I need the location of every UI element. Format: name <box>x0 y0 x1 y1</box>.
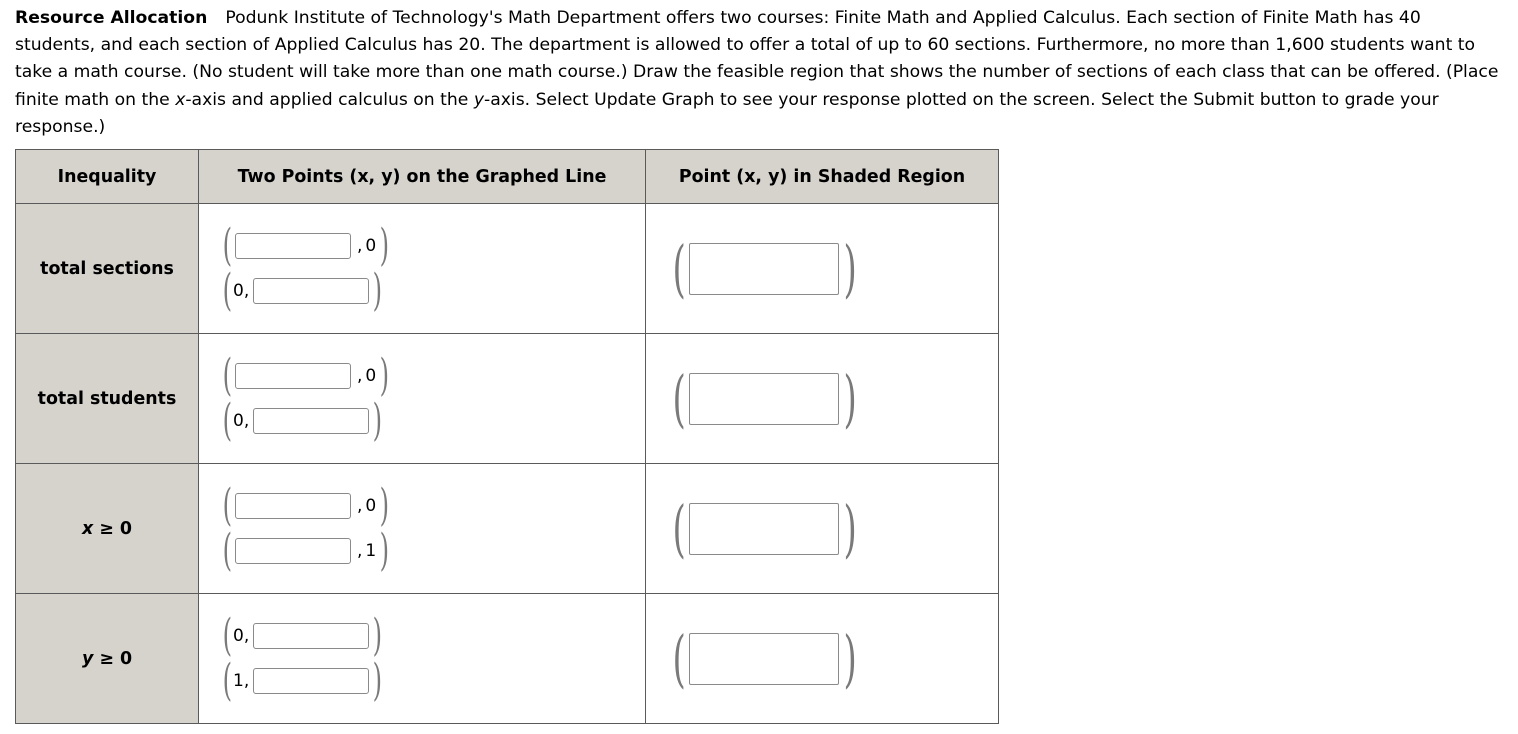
open-paren: ( <box>672 621 686 695</box>
total-sections-shaded-point-input[interactable] <box>689 243 839 295</box>
open-paren: ( <box>672 491 686 565</box>
x-variable: x <box>175 89 186 110</box>
line-point-2: ( , 1 ) <box>222 525 390 576</box>
total-students-x-intercept-input[interactable] <box>235 363 351 389</box>
fixed-coordinate: 1 <box>365 541 377 561</box>
fixed-coordinate: 1, <box>233 671 250 691</box>
open-paren: ( <box>222 395 233 446</box>
fixed-coordinate: 0 <box>365 236 377 256</box>
two-points-cell <box>199 594 646 724</box>
problem-statement <box>15 5 1505 141</box>
line-point-2 <box>219 395 645 446</box>
inequality-table <box>15 149 999 724</box>
line-point-2 <box>219 655 645 706</box>
close-paren: ) <box>379 525 390 576</box>
close-paren: ) <box>379 350 390 401</box>
header-inequality: Inequality <box>16 150 199 204</box>
label-variable: y <box>81 648 94 669</box>
line-point-1 <box>219 610 645 661</box>
open-paren: ( <box>672 231 686 305</box>
close-paren: ) <box>372 610 383 661</box>
open-paren: ( <box>222 480 233 531</box>
table-row-total-students <box>16 334 999 464</box>
problem-text-part-3: -axis. Select Update Graph to see your response plotted on the screen. Select the Submit button to grade your response.) <box>15 89 1439 137</box>
close-paren: ) <box>379 480 390 531</box>
x-nonnegative-point1-x-input[interactable] <box>235 493 351 519</box>
close-paren: ) <box>372 655 383 706</box>
line-point-2 <box>219 265 645 316</box>
table-row-x-nonnegative <box>16 464 999 594</box>
problem-title: Resource Allocation <box>15 8 208 28</box>
open-paren: ( <box>222 655 233 706</box>
label-inequality: ≥ 0 <box>93 518 132 539</box>
open-paren: ( <box>222 525 233 576</box>
row-label-y-nonnegative <box>16 594 199 724</box>
close-paren: ) <box>843 361 857 435</box>
total-students-y-intercept-input[interactable] <box>253 408 369 434</box>
problem-text-part-2: -axis and applied calculus on the <box>185 89 474 110</box>
open-paren: ( <box>672 361 686 435</box>
close-paren: ) <box>843 621 857 695</box>
close-paren: ) <box>843 491 857 565</box>
y-variable: y <box>473 89 485 110</box>
close-paren: ) <box>379 220 390 271</box>
shaded-point-cell <box>646 334 999 464</box>
shaded-point-cell <box>646 204 999 334</box>
table-row-y-nonnegative <box>16 594 999 724</box>
row-label-x-nonnegative <box>16 464 199 594</box>
y-nonnegative-shaded-point-input[interactable] <box>689 633 839 685</box>
fixed-coordinate: 0, <box>233 281 250 301</box>
total-students-shaded-point-input[interactable] <box>689 373 839 425</box>
row-label-total-sections: total sections <box>16 204 199 334</box>
table-header-row <box>16 150 999 204</box>
x-nonnegative-shaded-point-input[interactable] <box>689 503 839 555</box>
y-nonnegative-point1-y-input[interactable] <box>253 623 369 649</box>
shaded-point-cell <box>646 464 999 594</box>
close-paren: ) <box>372 265 383 316</box>
label-variable: x <box>82 518 94 539</box>
shaded-point-cell <box>646 594 999 724</box>
fixed-coordinate: 0, <box>233 626 250 646</box>
fixed-coordinate: 0 <box>365 366 377 386</box>
close-paren: ) <box>843 231 857 305</box>
x-nonnegative-point2-x-input[interactable] <box>235 538 351 564</box>
line-point-1: ( , 0 ) <box>222 350 390 401</box>
open-paren: ( <box>222 350 233 401</box>
problem-text-part-1: Podunk Institute of Technology's Math Department offers two courses: Finite Math and Applied Calculus. Each section of Finite Math has 40 students, and each section of Applied Calculus has 20. The department is allowed to offer a total of up to 60 sections. Furthermore, no more than 1,600 students want to take a math course. (No student will take more than one math course.) Draw the feasible region that shows the number of sections of each class that can be offered. (Place finite math on the <box>15 8 1499 110</box>
fixed-coordinate: 0, <box>233 411 250 431</box>
header-shaded-point: Point (x, y) in Shaded Region <box>646 150 999 204</box>
line-point-1: ( , 0 ) <box>222 480 390 531</box>
total-sections-x-intercept-input[interactable] <box>235 233 351 259</box>
two-points-cell <box>199 204 646 334</box>
two-points-cell <box>199 334 646 464</box>
y-nonnegative-point2-y-input[interactable] <box>253 668 369 694</box>
table-row-total-sections <box>16 204 999 334</box>
open-paren: ( <box>222 265 233 316</box>
open-paren: ( <box>222 610 233 661</box>
line-point-1: ( , 0 ) <box>222 220 390 271</box>
row-label-total-students: total students <box>16 334 199 464</box>
fixed-coordinate: 0 <box>365 496 377 516</box>
open-paren: ( <box>222 220 233 271</box>
label-inequality: ≥ 0 <box>93 648 133 669</box>
close-paren: ) <box>372 395 383 446</box>
total-sections-y-intercept-input[interactable] <box>253 278 369 304</box>
header-two-points: Two Points (x, y) on the Graphed Line <box>199 150 646 204</box>
two-points-cell <box>199 464 646 594</box>
